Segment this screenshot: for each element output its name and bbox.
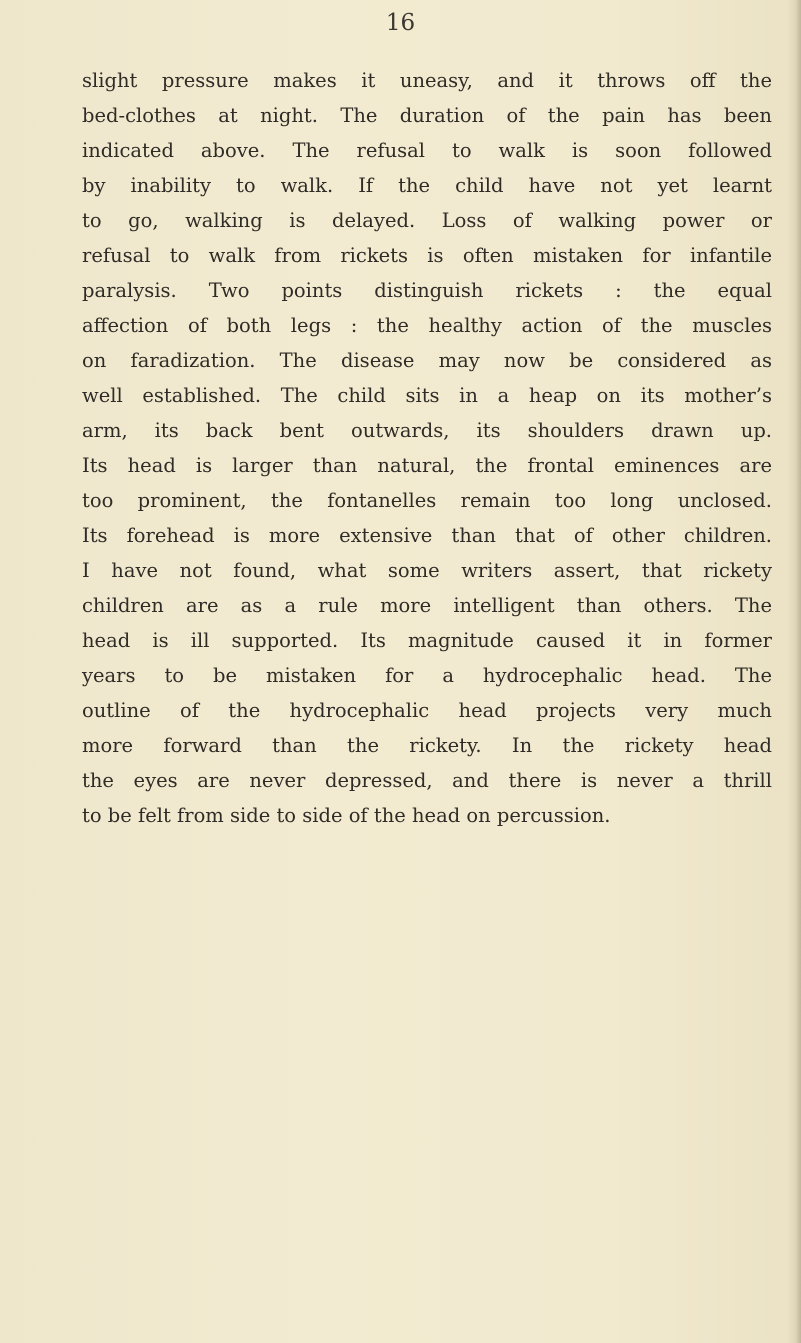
text-line: outline of the hydrocephalic head projects very much bbox=[82, 699, 772, 722]
text-line: slight pressure makes it uneasy, and it throws off the bbox=[82, 69, 772, 92]
text-line: bed-clothes at night. The duration of the pain has been bbox=[82, 104, 772, 127]
text-line: paralysis. Two points distinguish rickets : the equal bbox=[82, 279, 772, 302]
text-line: too prominent, the fontanelles remain too long unclosed. bbox=[82, 489, 772, 512]
text-line: head is ill supported. Its magnitude caused it in former bbox=[82, 629, 772, 652]
text-line: children are as a rule more intelligent than others. The bbox=[82, 594, 772, 617]
page-number: 16 bbox=[385, 10, 416, 36]
text-line: refusal to walk from rickets is often mistaken for infantile bbox=[82, 244, 772, 267]
text-line: indicated above. The refusal to walk is soon followed bbox=[82, 139, 772, 162]
body-paragraph bbox=[82, 63, 772, 833]
text-line: to be felt from side to side of the head on percussion. bbox=[82, 804, 611, 827]
text-line: affection of both legs : the healthy action of the muscles bbox=[82, 314, 772, 337]
text-line: arm, its back bent outwards, its shoulders drawn up. bbox=[82, 419, 772, 442]
text-line: well established. The child sits in a heap on its mother’s bbox=[82, 384, 772, 407]
text-line: I have not found, what some writers assert, that rickety bbox=[82, 559, 772, 582]
text-line: more forward than the rickety. In the rickety head bbox=[82, 734, 772, 757]
text-line: to go, walking is delayed. Loss of walking power or bbox=[82, 209, 772, 232]
text-line: the eyes are never depressed, and there is never a thrill bbox=[82, 769, 772, 792]
text-line: Its head is larger than natural, the frontal eminences are bbox=[82, 454, 772, 477]
text-line: years to be mistaken for a hydrocephalic head. The bbox=[82, 664, 772, 687]
text-line: Its forehead is more extensive than that of other children. bbox=[82, 524, 772, 547]
page-edge-shadow bbox=[787, 0, 801, 1343]
text-line: on faradization. The disease may now be considered as bbox=[82, 349, 772, 372]
text-line: by inability to walk. If the child have not yet learnt bbox=[82, 174, 772, 197]
